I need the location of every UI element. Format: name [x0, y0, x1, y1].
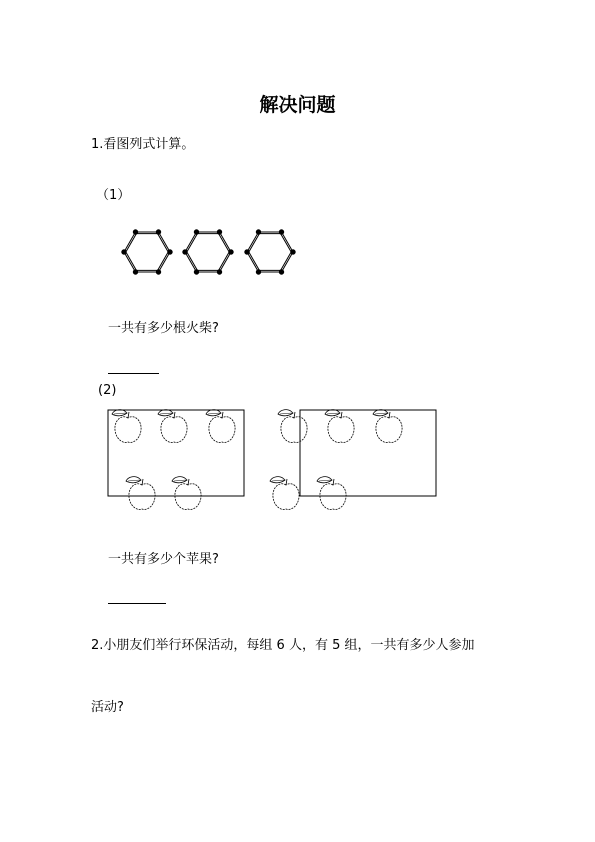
part-1-label: （1） [96, 188, 131, 203]
apple-icon [325, 410, 354, 443]
apple-icon [158, 410, 187, 443]
apple-icon [317, 477, 346, 510]
apple-icon [172, 477, 201, 510]
part-1-question: 一共有多少根火柴? [108, 321, 219, 336]
part-2-label: (2) [98, 383, 117, 398]
question-2-line-2: 活动? [91, 700, 124, 715]
part-2-question: 一共有多少个苹果? [108, 552, 219, 567]
part-2-answer-blank [108, 603, 166, 604]
apple-icon [373, 410, 402, 443]
page-title: 解决问题 [259, 94, 336, 116]
apple-icon [126, 477, 155, 510]
apple-icon [278, 410, 307, 443]
question-2-line-1: 2.小朋友们举行环保活动，每组 6 人，有 5 组，一共有多少人参加 [91, 638, 475, 653]
right-apple-box [300, 410, 436, 496]
apple-icon [112, 410, 141, 443]
apple-icon [206, 410, 235, 443]
apple-icon [270, 477, 299, 510]
left-apple-box [108, 410, 244, 496]
question-1-heading: 1.看图列式计算。 [91, 137, 195, 152]
